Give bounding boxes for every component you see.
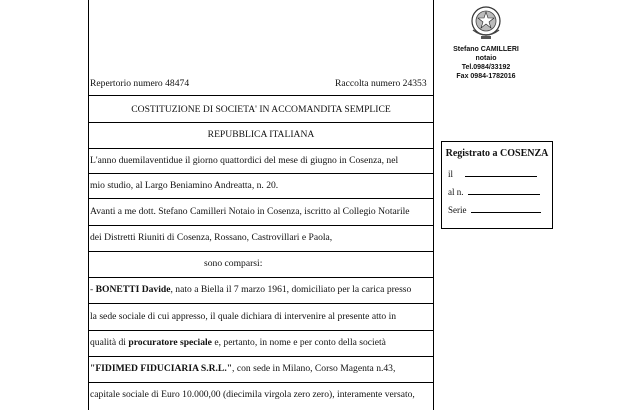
text-segment: - bbox=[90, 284, 96, 295]
rule bbox=[88, 95, 434, 96]
right-margin-line bbox=[433, 0, 434, 410]
stamp-row-date bbox=[448, 168, 537, 179]
text-segment: e, pertanto, in nome e per conto della società bbox=[211, 337, 386, 348]
text-line: L'anno duemilaventidue il giorno quattordici del mese di giugno in Cosenza, nel bbox=[90, 155, 399, 166]
italian-emblem-icon bbox=[469, 4, 503, 42]
text-segment: , con sede in Milano, Corso Magenta n.43, bbox=[232, 363, 396, 374]
registration-stamp bbox=[441, 141, 553, 229]
company-name: "FIDIMED FIDUCIARIA S.R.L." bbox=[90, 363, 233, 374]
stamp-row-number bbox=[448, 186, 540, 197]
stamp-label: Serie bbox=[448, 205, 467, 215]
raccolta-number: Raccolta numero 24353 bbox=[335, 78, 427, 89]
document-subtitle: REPUBBLICA ITALIANA bbox=[207, 129, 315, 140]
rule bbox=[88, 122, 434, 123]
text-segment: , nato a Biella il 7 marzo 1961, domiciliato per la carica presso bbox=[170, 284, 412, 295]
notary-name: Stefano CAMILLERI bbox=[453, 46, 519, 53]
text-line: dei Distretti Riuniti di Cosenza, Rossano, Castrovillari e Paola, bbox=[90, 232, 333, 243]
blank-field bbox=[468, 186, 540, 195]
stamp-label: il bbox=[448, 169, 454, 179]
rule bbox=[88, 198, 434, 199]
blank-field bbox=[465, 168, 537, 177]
text-segment: qualità di bbox=[90, 337, 129, 348]
blank-field bbox=[471, 204, 541, 213]
notary-tel: Tel.0984/33192 bbox=[461, 64, 511, 71]
text-line bbox=[90, 337, 386, 349]
rule bbox=[88, 148, 434, 149]
document-title: COSTITUZIONE DI SOCIETA' IN ACCOMANDITA SEMPLICE bbox=[131, 104, 391, 115]
notary-header bbox=[444, 4, 528, 81]
text-line bbox=[90, 284, 411, 296]
rule bbox=[88, 303, 434, 304]
rule bbox=[88, 330, 434, 331]
rule bbox=[88, 173, 434, 174]
text-line: sono comparsi: bbox=[204, 258, 263, 269]
stamp-title: Registrato a COSENZA bbox=[445, 148, 549, 159]
text-line: capitale sociale di Euro 10.000,00 (diecimila virgola zero zero), interamente versato, bbox=[90, 389, 415, 400]
repertorio-number: Repertorio numero 48474 bbox=[90, 78, 190, 89]
rule bbox=[88, 251, 434, 252]
notary-role: notaio bbox=[475, 55, 497, 62]
text-line: la sede sociale di cui appresso, il quale dichiara di intervenire al presente atto in bbox=[90, 311, 397, 322]
left-margin-line bbox=[88, 0, 89, 410]
role-label: procuratore speciale bbox=[128, 337, 212, 348]
text-line: Avanti a me dott. Stefano Camilleri Notaio in Cosenza, iscritto al Collegio Notarile bbox=[90, 206, 410, 217]
text-line: mio studio, al Largo Beniamino Andreatta, n. 20. bbox=[90, 180, 279, 191]
rule bbox=[88, 356, 434, 357]
stamp-label: al n. bbox=[448, 187, 464, 197]
person-name: BONETTI Davide bbox=[95, 284, 171, 295]
notary-fax: Fax 0984-1782016 bbox=[456, 73, 516, 80]
stamp-row-series bbox=[448, 204, 541, 215]
rule bbox=[88, 382, 434, 383]
rule bbox=[88, 225, 434, 226]
rule bbox=[88, 277, 434, 278]
text-line bbox=[90, 363, 395, 375]
